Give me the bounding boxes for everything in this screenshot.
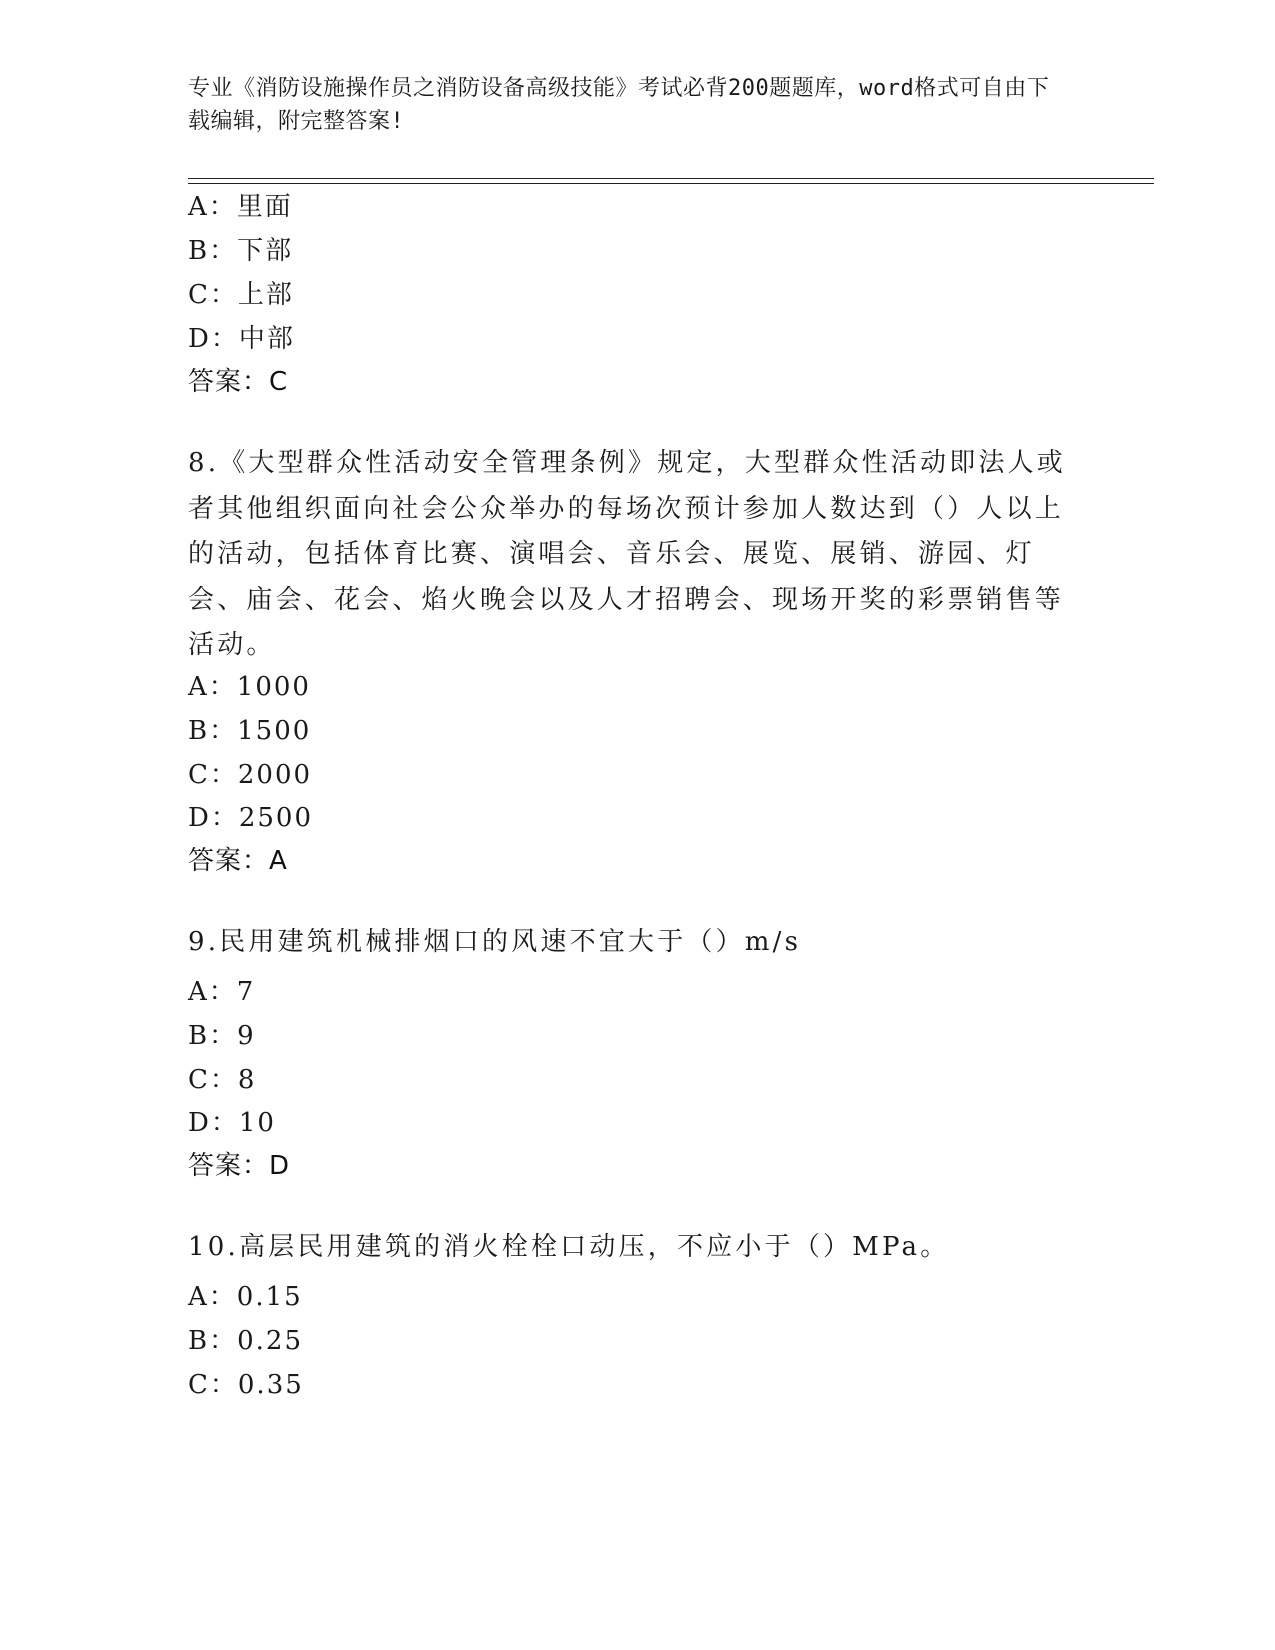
- question-9-option-d: D：10: [188, 1108, 276, 1138]
- question-8-option-c: C：2000: [188, 760, 313, 790]
- question-10-option-b: B：0.25: [188, 1326, 303, 1356]
- option-c: C：上部: [188, 280, 294, 310]
- question-9-text: 9.民用建筑机械排烟口的风速不宜大于（）m/s: [188, 927, 802, 957]
- question-10-option-c: C：0.35: [188, 1370, 304, 1400]
- question-8-option-a: A：1000: [188, 672, 311, 702]
- document-header: 专业《消防设施操作员之消防设备高级技能》考试必背200题题库，word格式可自由下载编辑，附完整答案!: [188, 76, 1050, 134]
- header-divider-top: [188, 178, 1154, 179]
- question-10-text: 10.高层民用建筑的消火栓栓口动压，不应小于（）MPa。: [188, 1232, 950, 1262]
- option-b: B：下部: [188, 236, 294, 266]
- question-9-option-c: C：8: [188, 1065, 257, 1095]
- header-divider-bottom: [188, 183, 1154, 184]
- question-9-answer: 答案：D: [188, 1151, 291, 1181]
- question-9-option-a: A：7: [188, 977, 256, 1007]
- question-9-option-b: B：9: [188, 1021, 256, 1051]
- option-a: A：里面: [188, 192, 293, 222]
- answer-label: 答案：C: [188, 367, 289, 397]
- question-10-option-a: A：0.15: [188, 1282, 303, 1312]
- question-8-text: 8.《大型群众性活动安全管理条例》规定，大型群众性活动即法人或者其他组织面向社会公众举办的每场次预计参加人数达到（）人以上的活动，包括体育比赛、演唱会、音乐会、展览、展销、游园、灯会、庙会、花会、焰火晚会以及人才招聘会、现场开奖的彩票销售等活动。: [188, 448, 1067, 660]
- question-8-option-d: D：2500: [188, 803, 314, 833]
- question-8-answer: 答案：A: [188, 846, 288, 876]
- question-8-option-b: B：1500: [188, 716, 312, 746]
- option-d: D：中部: [188, 324, 295, 354]
